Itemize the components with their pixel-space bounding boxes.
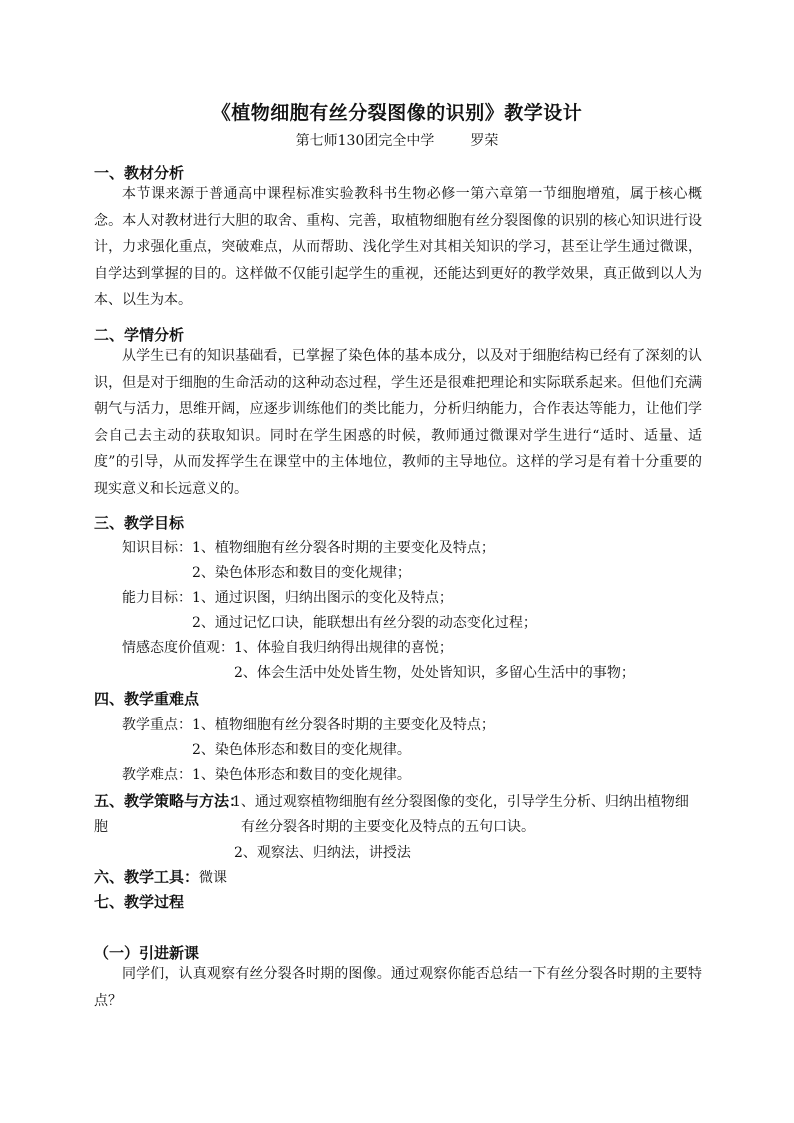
key-point-1: 教学重点：1、植物细胞有丝分裂各时期的主要变化及特点；	[122, 717, 495, 733]
author-line	[0, 130, 794, 150]
section-2-paragraph: 从学生已有的知识基础看，已掌握了染色体的基本成分，以及对于细胞结构已经有了深刻的认识，但是对于细胞的生命活动的这种动态过程，学生还是很难把理论和实际联系起来。但他们充满朝气与活力，思维开阔，应逐步训练他们的类比能力，分析归纳能力，合作表达等能力，让他们学会自己去主动的获取知识。同时在学生困惑的时候，教师通过微课对学生进行“适时、适量、适度”的引导，从而发挥学生在课堂中的主体地位，教师的主导地位。这样的学习是有着十分重要的现实意义和长远意义的。	[94, 348, 702, 497]
knowledge-goal-1: 知识目标：1、植物细胞有丝分裂各时期的主要变化及特点；	[122, 540, 495, 556]
section-heading-7: 七、教学过程	[94, 893, 185, 911]
key-point-2: 2、染色体形态和数目的变化规律。	[192, 742, 411, 758]
section-heading-2: 二、学情分析	[94, 326, 185, 344]
document-title: 《植物细胞有丝分裂图像的识别》教学设计	[211, 102, 583, 124]
strategy-item-1b: 有丝分裂各时期的主要变化及特点的五句口诀。	[241, 819, 535, 835]
author-name: 罗荣	[470, 133, 499, 149]
emotion-goal-2: 2、体会生活中处处皆生物，处处皆知识，多留心生活中的事物；	[234, 665, 635, 681]
subsection-heading-1: （一）引进新课	[94, 944, 200, 962]
knowledge-goal-2: 2、染色体形态和数目的变化规律；	[192, 565, 411, 581]
ability-goal-2: 2、通过记忆口诀，能联想出有丝分裂的动态变化过程；	[192, 615, 537, 631]
section-1-paragraph: 本节课来源于普通高中课程标准实验教科书生物必修一第六章第一节细胞增殖，属于核心概念。本人对教材进行大胆的取舍、重构、完善，取植物细胞有丝分裂图像的识别的核心知识进行设计，力求强化重点，突破难点，从而帮助、浅化学生对其相关知识的学习，甚至让学生通过微课，自学达到掌握的目的。这样做不仅能引起学生的重视，还能达到更好的教学效果，真正做到以人为本、以生为本。	[94, 186, 702, 308]
strategy-item-2: 2、观察法、归纳法，讲授法	[234, 845, 411, 861]
section-6-line	[94, 866, 227, 887]
emotion-goal-1: 情感态度价值观：1、体验自我归纳得出规律的喜悦；	[122, 640, 453, 656]
strategy-item-1a: 1、通过观察植物细胞有丝分裂图像的变化，引导学生分析、归纳出植物细	[232, 794, 689, 810]
section-heading-4: 四、教学重难点	[94, 690, 200, 708]
author-unit: 第七师130团完全中学	[295, 133, 435, 149]
section-heading-6: 六、教学工具：	[94, 868, 200, 886]
strategy-item-1b-lead: 胞	[94, 819, 108, 835]
section-heading-1: 一、教材分析	[94, 164, 185, 182]
teaching-tool: 微课	[199, 870, 228, 886]
section-heading-5: 五、教学策略与方法：	[94, 792, 245, 810]
ability-goal-1: 能力目标：1、通过识图，归纳出图示的变化及特点；	[122, 590, 453, 606]
subsection-1-paragraph: 同学们，认真观察有丝分裂各时期的图像。通过观察你能否总结一下有丝分裂各时期的主要特点？	[94, 966, 702, 1009]
difficult-point-1: 教学难点：1、染色体形态和数目的变化规律。	[122, 767, 411, 783]
section-heading-3: 三、教学目标	[94, 514, 185, 532]
